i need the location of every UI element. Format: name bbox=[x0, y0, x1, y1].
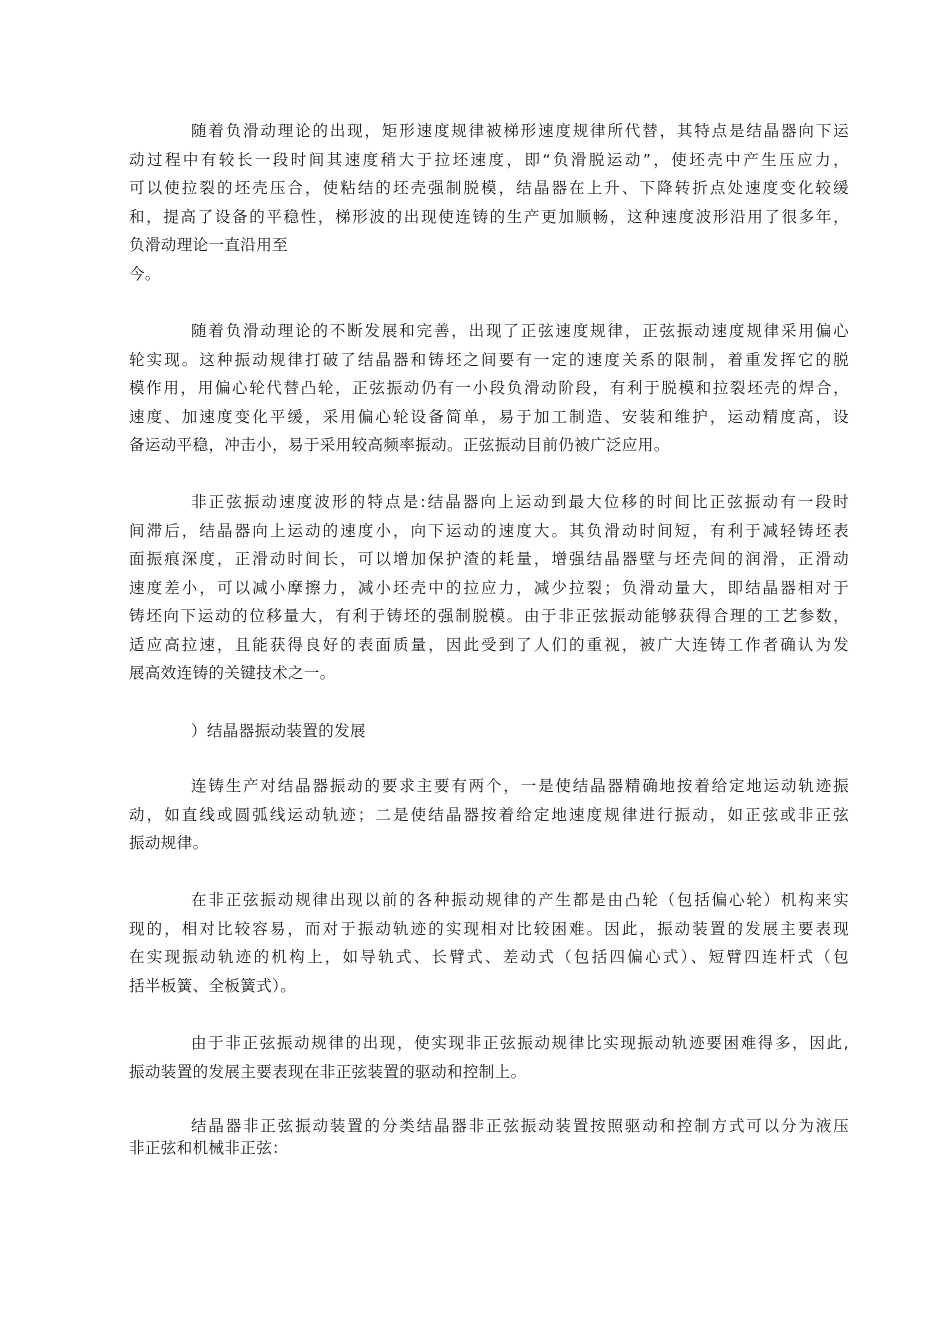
paragraph-line: 振动规律。 bbox=[129, 834, 209, 852]
paragraph-line: 随着负滑动理论的不断发展和完善，出现了正弦速度规律，正弦振动速度规律采用偏心 bbox=[191, 322, 849, 340]
paragraph-line: 振动装置的发展主要表现在非正弦装置的驱动和控制上。 bbox=[129, 1062, 527, 1081]
paragraph-line: 动，如直线或圆弧线运动轨迹；二是使结晶器按着给定地速度规律进行振动，如正弦或非正弦 bbox=[129, 805, 849, 824]
paragraph-line: 由于非正弦振动规律的出现，使实现非正弦振动规律比实现振动轨迹要困难得多，因此, bbox=[191, 1034, 849, 1052]
paragraph-line: 面振痕深度，正滑动时间长，可以增加保护渣的耗量，增强结晶器壁与坯壳间的润滑，正滑动 bbox=[129, 550, 849, 568]
paragraph-line: 现的，相对比较容易，而对于振动轨迹的实现相对比较困难。因此，振动装置的发展主要表现 bbox=[129, 919, 849, 938]
paragraph-7 bbox=[129, 1029, 849, 1086]
paragraph-line: 轮实现。这种振动规律打破了结晶器和铸坯之间要有一定的速度关系的限制，着重发挥它的脱 bbox=[129, 350, 849, 369]
paragraph-1 bbox=[129, 117, 849, 288]
paragraph-line: 适应高拉速，且能获得良好的表面质量，因此受到了人们的重视，被广大连铸工作者确认为发 bbox=[129, 635, 849, 654]
paragraph-line: 负滑动理论一直沿用至 bbox=[129, 236, 289, 254]
paragraph-line: 铸坯向下运动的位移量大，有利于铸坯的强制脱模。由于非正弦振动能够获得合理的工艺参数， bbox=[129, 607, 849, 625]
paragraph-line: 展高效连铸的关键技术之一。 bbox=[129, 664, 336, 682]
paragraph-line: 在实现振动轨迹的机构上，如导轨式、长臂式、差动式（包括四偏心式）、短臂四连杆式（包 bbox=[129, 948, 849, 966]
paragraph-line: 连铸生产对结晶器振动的要求主要有两个，一是使结晶器精确地按着给定地运动轨迹振 bbox=[191, 777, 849, 795]
paragraph-3 bbox=[129, 488, 849, 688]
paragraph-line: 动过程中有较长一段时间其速度稍大于拉坯速度，即“负滑脱运动”，使坯壳中产生压应力， bbox=[129, 150, 849, 169]
paragraph-6 bbox=[129, 886, 849, 1000]
paragraph-8 bbox=[129, 1115, 849, 1159]
paragraph-line: 今。 bbox=[129, 264, 161, 283]
section-heading bbox=[129, 717, 849, 746]
paragraph-line: 和，提高了设备的平稳性，梯形波的出现使连铸的生产更加顺畅，这种速度波形沿用了很多年， bbox=[129, 207, 849, 226]
paragraph-2 bbox=[129, 317, 849, 460]
paragraph-line: 速度、加速度变化平缓，采用偏心轮设备简单，易于加工制造、安装和维护，运动精度高，设 bbox=[129, 407, 849, 426]
paragraph-line: 间滞后，结晶器向上运动的速度小，向下运动的速度大。其负滑动时间短，有利于减轻铸坯表 bbox=[129, 521, 849, 540]
paragraph-line: 在非正弦振动规律出现以前的各种振动规律的产生都是由凸轮（包括偏心轮）机构来实 bbox=[191, 891, 849, 909]
paragraph-line: 速度差小，可以减小摩擦力，减小坯壳中的拉应力，减少拉裂；负滑动量大，即结晶器相对于 bbox=[129, 578, 849, 597]
paragraph-line: 备运动平稳，冲击小，易于采用较高频率振动。正弦振动目前仍被广泛应用。 bbox=[129, 436, 670, 454]
paragraph-line: 结晶器非正弦振动装置的分类结晶器非正弦振动装置按照驱动和控制方式可以分为液压 bbox=[191, 1117, 849, 1135]
paragraph-line: 括半板簧、全板簧式）。 bbox=[129, 976, 297, 995]
paragraph-5 bbox=[129, 772, 849, 858]
paragraph-line: 非正弦振动速度波形的特点是:结晶器向上运动到最大位移的时间比正弦振动有一段时 bbox=[191, 493, 849, 511]
paragraph-line: 可以使拉裂的坯壳压合，使粘结的坯壳强制脱模，结晶器在上升、下降转折点处速度变化较缓 bbox=[129, 179, 849, 197]
section-heading-text: ）结晶器振动装置的发展 bbox=[191, 722, 366, 740]
paragraph-line: 模作用，用偏心轮代替凸轮，正弦振动仍有一小段负滑动阶段，有利于脱模和拉裂坯壳的焊合， bbox=[129, 379, 849, 397]
paragraph-line: 非正弦和机械非正弦： bbox=[129, 1139, 289, 1157]
paragraph-line: 随着负滑动理论的出现，矩形速度规律被梯形速度规律所代替，其特点是结晶器向下运 bbox=[191, 122, 849, 140]
